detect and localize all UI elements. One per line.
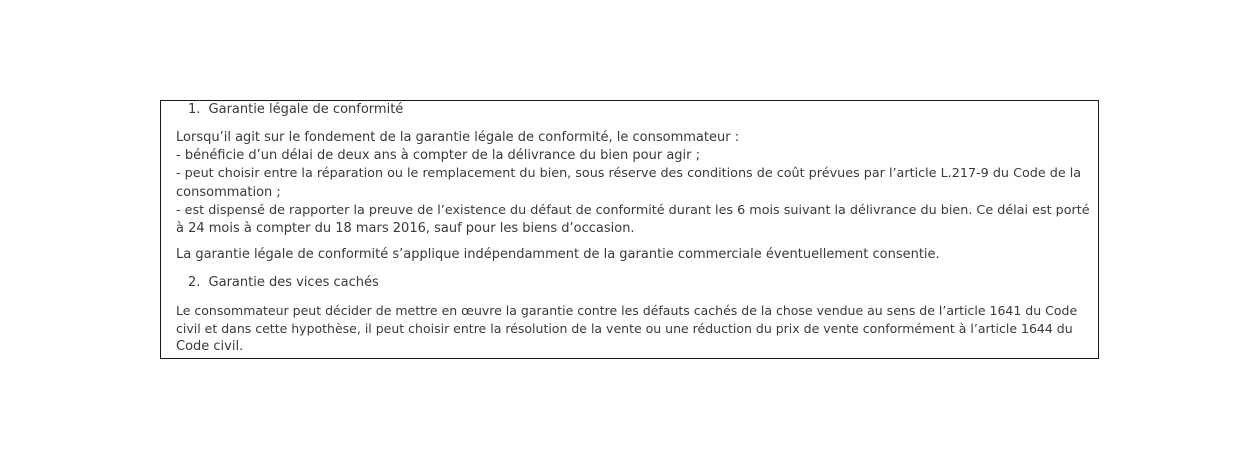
section-number: 1. xyxy=(188,102,201,117)
paragraph-line: Code civil. xyxy=(176,339,244,355)
hidden-defects-paragraph xyxy=(176,302,1090,357)
section-heading-legal-conformity xyxy=(175,101,403,119)
section-title: Garantie légale de conformité xyxy=(208,102,404,117)
paragraph-line: La garantie légale de conformité s’applique indépendamment de la garantie commerciale éventuellement consentie. xyxy=(176,247,940,262)
warranty-info-box xyxy=(160,100,1099,359)
section-number: 2. xyxy=(188,275,201,290)
paragraph-line: Le consommateur peut décider de mettre en œuvre la garantie contre les défauts cachés de la chose vendue au sens de l’article 1641 du Code xyxy=(176,303,1078,318)
paragraph-line: - peut choisir entre la réparation ou le remplacement du bien, sous réserve des conditions de coût prévues par l’article L.217-9 du Code de la xyxy=(176,166,1082,182)
paragraph-line: civil et dans cette hypothèse, il peut choisir entre la résolution de la vente ou une réduction du prix de vente conformément à l’article 1644 du xyxy=(176,321,1073,337)
section-title: Garantie des vices cachés xyxy=(208,275,379,290)
paragraph-line: consommation ; xyxy=(176,184,281,200)
paragraph-line: à 24 mois à compter du 18 mars 2016, sauf pour les biens d’occasion. xyxy=(176,221,635,237)
paragraph-line: Lorsqu’il agit sur le fondement de la garantie légale de conformité, le consommateur : xyxy=(176,130,740,145)
paragraph-line: - est dispensé de rapporter la preuve de l’existence du défaut de conformité durant les 6 mois suivant la délivrance du bien. Ce délai est porté xyxy=(176,202,1090,218)
section-heading-hidden-defects xyxy=(175,274,379,292)
legal-conformity-note xyxy=(176,246,1090,264)
paragraph-line: - bénéficie d’un délai de deux ans à compter de la délivrance du bien pour agir ; xyxy=(176,148,701,164)
legal-conformity-paragraph xyxy=(176,129,1090,238)
